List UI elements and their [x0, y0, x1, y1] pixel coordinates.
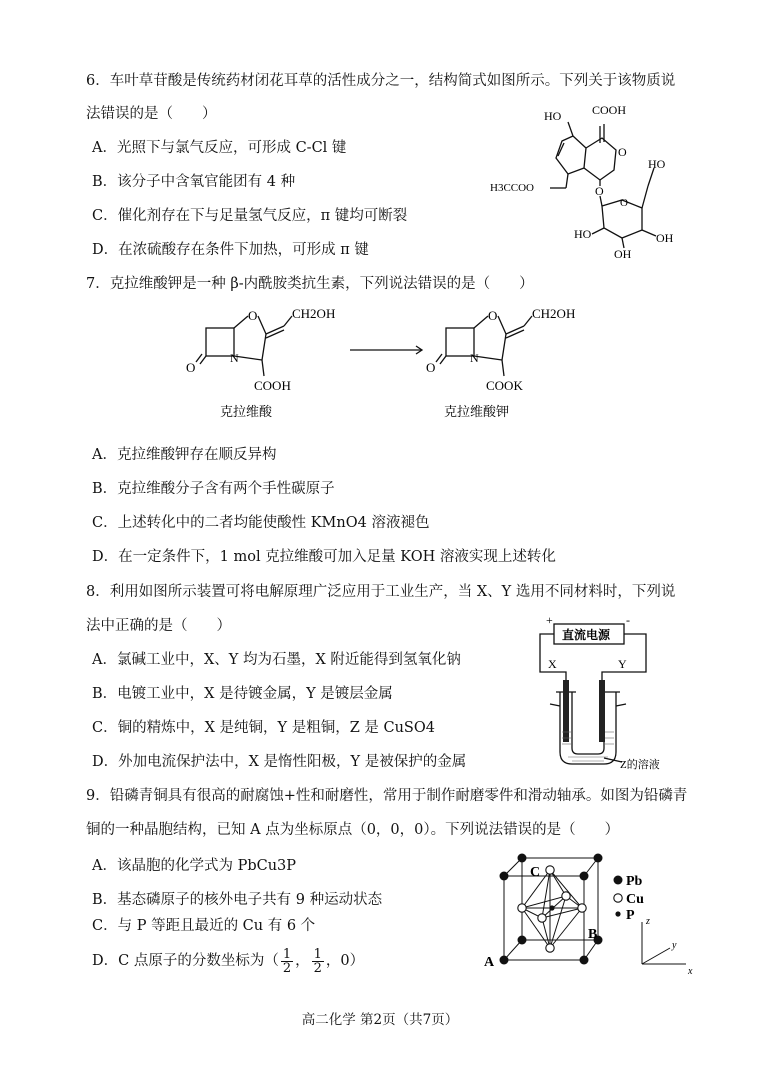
pb-atom — [500, 956, 509, 965]
q7-option-a: A．克拉维酸钾存在顺反异构 — [92, 447, 277, 463]
q6-fig-ring-o: O — [618, 145, 627, 159]
q7-option-d: D．在一定条件下，1 mol 克拉维酸可加入足量 KOH 溶液实现上述转化 — [92, 549, 556, 565]
q9-fig-legend-pb: Pb — [626, 874, 643, 889]
q6-fig-sugar-o: O — [620, 197, 628, 209]
q9-option-a: A．该晶胞的化学式为 PbCu3P — [92, 858, 297, 874]
q8-fig-y: Y — [618, 657, 627, 671]
fraction-numerator: 1 — [313, 946, 322, 962]
q6-option-c: C．催化剂存在下与足量氢气反应，π 键均可断裂 — [92, 208, 408, 224]
q6-fig-acetate: H3CCOO — [490, 182, 535, 194]
p-atom — [549, 905, 554, 910]
q9-option-c: C．与 P 等距且最近的 Cu 有 6 个 — [92, 918, 316, 934]
cu-atom — [546, 944, 554, 952]
pb-atom — [580, 956, 589, 965]
q7-fig-o-ring-right: O — [488, 308, 498, 323]
q8-stem-line2: 法中正确的是（ ） — [86, 618, 231, 634]
q6-fig-oh2: OH — [614, 247, 632, 261]
q9-fig-legend-p: P — [626, 908, 635, 923]
q6-fig-ho-left: HO — [574, 227, 592, 241]
q7-stem: 7．克拉维酸钾是一种 β-内酰胺类抗生素，下列说法错误的是（ ） — [86, 276, 534, 292]
q6-option-a: A．光照下与氯气反应，可形成 C-Cl 键 — [92, 140, 347, 156]
q7-option-c: C．上述转化中的二者均能使酸性 KMnO4 溶液褪色 — [92, 515, 430, 531]
q9-option-d-prefix: D．C 点原子的分数坐标为（ — [92, 953, 279, 969]
q6-fig-ho-right: HO — [648, 157, 666, 171]
q7-fig-o-keto-right: O — [426, 360, 436, 375]
q8-fig-minus: - — [626, 614, 630, 627]
q6-structure-figure — [488, 96, 698, 262]
q8-option-a: A．氯碱工业中，X、Y 均为石墨，X 附近能得到氢氧化钠 — [92, 652, 461, 668]
cu-atom — [546, 866, 554, 874]
q9-option-b: B．基态磷原子的核外电子共有 9 种运动状态 — [92, 892, 383, 908]
q9-stem-line1: 9．铅磷青铜具有很高的耐腐蚀+性和耐磨性，常用于制作耐磨零件和滑动轴承。如图为铅磷青 — [86, 788, 688, 804]
cu-atom — [538, 914, 546, 922]
q9-fig-axis-y: y — [672, 940, 677, 951]
q9-option-d-separator: ， — [295, 953, 310, 969]
q9-crystal-cell-figure — [482, 852, 712, 978]
q7-reaction-figure — [180, 306, 600, 422]
q6-stem-line1: 6．车叶草苷酸是传统药材闭花耳草的活性成分之一，结构简式如图所示。下列关于该物质说 — [86, 73, 676, 89]
q6-fig-ho-top: HO — [544, 109, 562, 123]
q7-fig-ch2oh-left: CH2OH — [292, 306, 336, 321]
q9-fig-axis-z: z — [646, 916, 650, 927]
cu-atom — [518, 904, 526, 912]
q6-fig-oh1: OH — [656, 231, 674, 245]
fraction-denominator: 2 — [282, 960, 292, 976]
q9-fig-legend-cu: Cu — [626, 892, 644, 907]
q7-fig-o-ring-left: O — [248, 308, 258, 323]
legend-cu-marker — [614, 894, 622, 902]
q9-fig-axis-x: x — [688, 966, 693, 977]
fraction-denominator: 2 — [313, 960, 322, 976]
q7-fig-label-left: 克拉维酸 — [220, 404, 273, 419]
legend-p-marker — [615, 911, 620, 916]
fraction-numerator: 1 — [282, 946, 292, 962]
q6-fig-cooh: COOH — [592, 103, 627, 117]
q8-fig-solution: Z的溶液 — [620, 759, 660, 771]
page-footer: 高二化学 第2页（共7页） — [301, 1012, 459, 1028]
q9-fig-label-a: A — [484, 955, 495, 970]
q9-fig-label-b: B — [588, 927, 598, 942]
q9-fig-label-c: C — [530, 865, 541, 880]
q8-option-c: C．铜的精炼中，X 是纯铜，Y 是粗铜，Z 是 CuSO4 — [92, 720, 435, 736]
q7-fig-ch2oh-right: CH2OH — [532, 306, 576, 321]
q8-fig-x: X — [548, 657, 557, 671]
q9-option-d-fraction-1 — [281, 948, 293, 975]
cu-atom — [562, 892, 570, 900]
q6-option-b: B．该分子中含氧官能团有 4 种 — [92, 174, 296, 190]
cu-atom — [578, 904, 586, 912]
q7-fig-label-right: 克拉维酸钾 — [444, 404, 510, 419]
q7-option-b: B．克拉维酸分子含有两个手性碳原子 — [92, 481, 335, 497]
q8-fig-power-label: 直流电源 — [562, 628, 611, 642]
q9-stem-line2: 铜的一种晶胞结构，已知 A 点为坐标原点（0，0，0）。下列说法错误的是（ ） — [86, 822, 620, 838]
q8-option-d: D．外加电流保护法中，X 是惰性阳极，Y 是被保护的金属 — [92, 754, 467, 770]
pb-atom — [594, 854, 603, 863]
legend-pb-marker — [614, 876, 623, 885]
q6-fig-glycosidic-o: O — [595, 184, 604, 198]
q9-option-d — [92, 946, 364, 976]
pb-atom — [500, 872, 509, 881]
q7-fig-n-left: N — [230, 351, 239, 365]
q8-option-b: B．电镀工业中，X 是待镀金属，Y 是镀层金属 — [92, 686, 393, 702]
pb-atom — [580, 872, 589, 881]
q9-option-d-fraction-2 — [312, 948, 324, 975]
q8-electrolysis-figure — [520, 614, 680, 774]
q8-fig-plus: + — [546, 614, 553, 627]
q7-fig-cooh: COOH — [254, 378, 291, 393]
q6-stem-line2: 法错误的是（ ） — [86, 106, 217, 122]
q9-option-d-suffix: ，0） — [325, 953, 365, 969]
q7-fig-o-keto-left: O — [186, 360, 196, 375]
q7-fig-n-right: N — [470, 351, 479, 365]
q7-fig-cook: COOK — [486, 378, 523, 393]
pb-atom — [518, 854, 527, 863]
q8-stem-line1: 8．利用如图所示装置可将电解原理广泛应用于工业生产，当 X、Y 选用不同材料时，下列说 — [86, 584, 676, 600]
q6-option-d: D．在浓硫酸存在条件下加热，可形成 π 键 — [92, 242, 369, 258]
pb-atom — [518, 936, 527, 945]
